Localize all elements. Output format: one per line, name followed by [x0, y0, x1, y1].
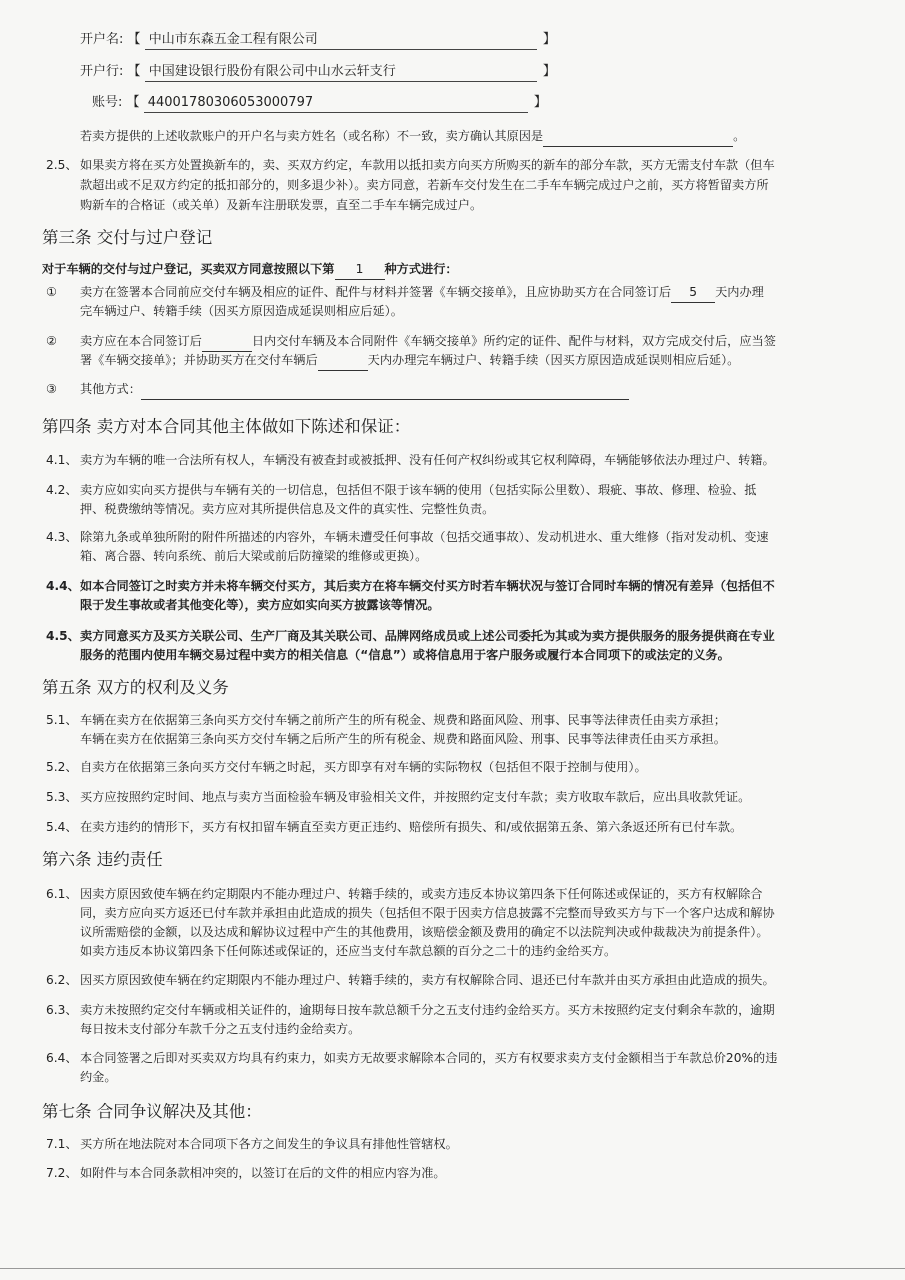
clause-6-1-line3: 议所需赔偿的金额，以及达成和解协议过程中产生的其他费用，该赔偿金额及费用的确定不以法院判决或仲裁裁决为前提条件）。 [80, 925, 769, 939]
clause-6-1-line2: 同，卖方应向买方返还已付车款并承担由此造成的损失（包括但不限于因卖方信息披露不完整而导致买方与下一个客户达成和解协 [80, 906, 775, 920]
clause-number: 4.1、 [46, 453, 78, 467]
clause-4-5-line2: 服务的范围内使用车辆交易过程中卖方的相关信息（“信息”）或将信息用于客户服务或履行本合同项下的或法定的义务。 [80, 648, 730, 662]
section-4-heading: 第四条 卖方对本合同其他主体做如下陈述和保证： [42, 417, 411, 436]
clause-7-1-line1: 买方所在地法院对本合同项下各方之间发生的争议具有排他性管辖权。 [80, 1137, 458, 1151]
option-2-line1 [80, 331, 776, 352]
account-number-row [92, 94, 547, 113]
clause-number: 5.1、 [46, 713, 78, 727]
option-3-label: 其他方式： [80, 382, 141, 396]
clause-2-5-line1: 如果卖方将在买方处置换新车的，卖、买双方约定，车款用以抵扣卖方向买方所购买的新车的部分车款，买方无需支付车款（但车 [80, 158, 775, 172]
clause-6-1-line1: 因卖方原因致使车辆在约定期限内不能办理过户、转籍手续的，或卖方违反本协议第四条下任何陈述或保证的，买方有权解除合 [80, 887, 763, 901]
page-bottom-rule [0, 1268, 905, 1269]
clause-5-2-line1: 自卖方在依据第三条向买方交付车辆之时起，买方即享有对车辆的实际物权（包括但不限于控制与使用）。 [80, 760, 647, 774]
clause-6-2-line1: 因买方原因致使车辆在约定期限内不能办理过户、转籍手续的，卖方有权解除合同、退还已付车款并由买方承担由此造成的损失。 [80, 973, 775, 987]
account-name-row [80, 31, 556, 50]
clause-number: 7.2、 [46, 1166, 78, 1180]
clause-4-2-line2: 押、税费缴纳等情况。卖方应对其所提供信息及文件的真实性、完整性负责。 [80, 502, 495, 516]
clause-4-3-line1: 除第九条或单独所附的附件所描述的内容外，车辆未遭受任何事故（包括交通事故）、发动机进水、重大维修（指对发动机、变速 [80, 530, 769, 544]
clause-6-4-line1: 本合同签署之后即对买卖双方均具有约束力，如卖方无故要求解除本合同的，买方有权要求卖方支付金额相当于车款总价20%的违 [80, 1051, 778, 1065]
section-7-heading: 第七条 合同争议解决及其他： [42, 1102, 262, 1121]
close-bracket: 】 [542, 32, 556, 47]
clause-number: 5.4、 [46, 820, 78, 834]
account-bank-row [80, 63, 556, 82]
account-bank-label: 开户行: [80, 64, 124, 79]
clause-number: 6.2、 [46, 973, 78, 987]
clause-number: 4.2、 [46, 483, 78, 497]
account-name-label: 开户名: [80, 32, 124, 47]
clause-number: 5.2、 [46, 760, 78, 774]
clause-number: 5.3、 [46, 790, 78, 804]
option-1-line2: 完车辆过户、转籍手续（因买方原因造成延误则相应后延）。 [80, 304, 403, 318]
account-bank-value: 中国建设银行股份有限公司中山水云轩支行 [145, 63, 537, 82]
clause-number: 6.4、 [46, 1051, 78, 1065]
clause-number: 4.5、 [46, 629, 80, 643]
account-name-value: 中山市东森五金工程有限公司 [145, 31, 537, 50]
option-2-text-d: 天内办理完车辆过户、转籍手续（因买方原因造成延误则相应后延）。 [367, 353, 740, 367]
clause-4-4-line2: 限于发生事故或者其他变化等），卖方应如实向买方披露该等情况。 [80, 598, 440, 612]
option-2-text-a: 卖方应在本合同签订后 [80, 334, 202, 348]
open-bracket: 【 [127, 32, 141, 47]
option-2-text-c: 署《车辆交接单》；并协助买方在交付车辆后 [80, 353, 318, 367]
clause-5-4-line1: 在卖方违约的情形下，买方有权扣留车辆直至卖方更正违约、赔偿所有损失、和/或依据第五条、第六条返还所有已付车款。 [80, 820, 743, 834]
mismatch-text: 若卖方提供的上述收款账户的开户名与卖方姓名（或名称）不一致，卖方确认其原因是 [80, 129, 544, 143]
clause-6-3-line1: 卖方未按照约定交付车辆或相关证件的，逾期每日按车款总额千分之五支付违约金给买方。买方未按照约定支付剩余车款的，逾期 [80, 1003, 775, 1017]
clause-4-2-line1: 卖方应如实向买方提供与车辆有关的一切信息，包括但不限于该车辆的使用（包括实际公里数）、瑕疵、事故、修理、检验、抵 [80, 483, 757, 497]
clause-6-3-line2: 每日按未支付部分车款千分之五支付违约金给卖方。 [80, 1022, 361, 1036]
intro-text-a: 对于车辆的交付与过户登记，买卖双方同意按照以下第 [42, 262, 335, 276]
clause-number: 6.3、 [46, 1003, 78, 1017]
close-bracket: 】 [542, 64, 556, 79]
option-2-line2 [80, 350, 739, 371]
option-1-days[interactable]: 5 [671, 282, 715, 303]
option-3-mark: ③ [46, 382, 57, 396]
account-number-value: 44001780306053000797 [144, 94, 528, 113]
account-mismatch-note: 若卖方提供的上述收款账户的开户名与卖方姓名（或名称）不一致，卖方确认其原因是 。 [80, 126, 745, 147]
section-3-heading: 第三条 交付与过户登记 [42, 228, 213, 247]
account-number-label: 账号: [92, 95, 123, 110]
option-2-mark: ② [46, 334, 57, 348]
clause-number: 4.3、 [46, 530, 78, 544]
option-1-text-a: 卖方在签署本合同前应交付车辆及相应的证件、配件与材料并签署《车辆交接单》，且应协助买方在合同签订后 [80, 285, 672, 299]
clause-number: 4.4、 [46, 579, 80, 593]
option-3-line [80, 379, 629, 400]
clause-2-5-line3: 购新车的合格证（或关单）及新车注册联发票，直至二手车车辆完成过户。 [80, 198, 483, 212]
option-1-line1 [80, 282, 764, 303]
clause-2-5-line2: 款超出或不足双方约定的抵扣部分的，则多退少补）。卖方同意，若新车交付发生在二手车车辆完成过户之前，买方将暂留卖方所 [80, 178, 769, 192]
option-1-text-b: 天内办理 [715, 285, 764, 299]
clause-4-5-line1: 卖方同意买方及买方关联公司、生产厂商及其关联公司、品牌网络成员或上述公司委托为其或为卖方提供服务的服务提供商在专业 [80, 629, 775, 643]
section-6-heading: 第六条 违约责任 [42, 850, 163, 869]
option-2-transfer-days-blank[interactable] [318, 350, 368, 371]
open-bracket: 【 [127, 64, 141, 79]
mismatch-reason-blank[interactable] [543, 126, 733, 147]
clause-4-1-line1: 卖方为车辆的唯一合法所有权人，车辆没有被查封或被抵押、没有任何产权纠纷或其它权利障碍，车辆能够依法办理过户、转籍。 [80, 453, 775, 467]
clause-4-3-line2: 箱、离合器、转向系统、前后大梁或前后防撞梁的维修或更换）。 [80, 549, 428, 563]
clause-6-1-line4: 如卖方违反本协议第四条下任何陈述或保证的，还应当支付车款总额的百分之二十的违约金给买方。 [80, 944, 617, 958]
open-bracket: 【 [126, 95, 140, 110]
delivery-method-choice[interactable]: 1 [335, 259, 385, 280]
option-2-delivery-days-blank[interactable] [202, 331, 252, 352]
clause-number: 6.1、 [46, 887, 78, 901]
clause-5-1-line2: 车辆在卖方在依据第三条向买方交付车辆之后所产生的所有税金、规费和路面风险、刑事、民事等法律责任由买方承担。 [80, 732, 726, 746]
option-2-text-b: 日内交付车辆及本合同附件《车辆交接单》所约定的证件、配件与材料，双方完成交付后，应当签 [251, 334, 776, 348]
option-1-mark: ① [46, 285, 57, 299]
option-3-other-blank[interactable] [141, 379, 629, 400]
section-5-heading: 第五条 双方的权利及义务 [42, 678, 229, 697]
clause-5-1-line1: 车辆在卖方在依据第三条向买方交付车辆之前所产生的所有税金、规费和路面风险、刑事、民事等法律责任由卖方承担； [80, 713, 726, 727]
clause-number: 7.1、 [46, 1137, 78, 1151]
section-3-intro [42, 259, 458, 280]
clause-number: 2.5、 [46, 158, 78, 172]
intro-text-b: 种方式进行： [384, 262, 458, 276]
clause-5-3-line1: 买方应按照约定时间、地点与卖方当面检验车辆及审验相关文件，并按照约定支付车款；卖方收取车款后，应出具收款凭证。 [80, 790, 751, 804]
clause-7-2-line1: 如附件与本合同条款相冲突的，以签订在后的文件的相应内容为准。 [80, 1166, 446, 1180]
close-bracket: 】 [533, 95, 547, 110]
clause-4-4-line1: 如本合同签订之时卖方并未将车辆交付买方，其后卖方在将车辆交付买方时若车辆状况与签订合同时车辆的情况有差异（包括但不 [80, 579, 775, 593]
clause-6-4-line2: 约金。 [80, 1070, 117, 1084]
